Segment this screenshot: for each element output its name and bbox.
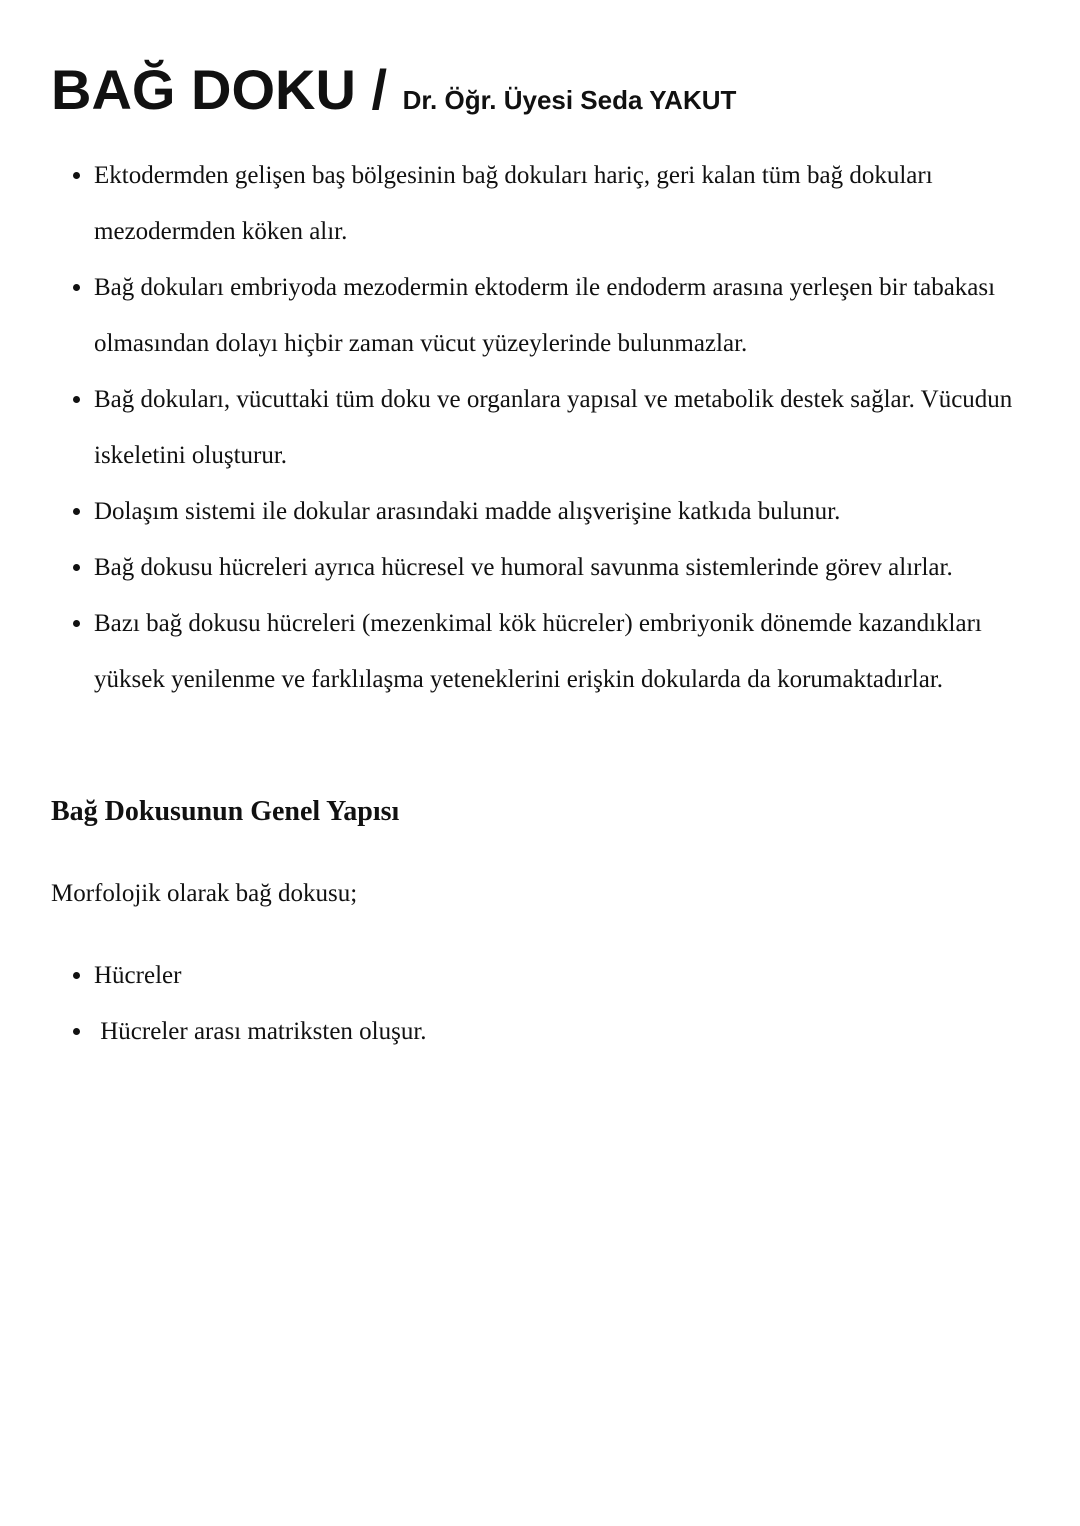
list-item: • Ektodermden gelişen baş bölgesinin bağ dokuları hariç, geri kalan tüm bağ dokuları mezodermden köken alır. — [94, 148, 1014, 260]
list-item: • Bağ dokuları, vücuttaki tüm doku ve organlara yapısal ve metabolik destek sağlar. Vücudun iskeletini oluşturur. — [94, 372, 1014, 484]
list-item: • Bazı bağ dokusu hücreleri (mezenkimal kök hücreler) embriyonik dönemde kazandıkları yüksek yenilenme ve farklılaşma yeteneklerini erişkin dokularda da korumaktadırlar. — [94, 596, 1014, 708]
list-item: • Bağ dokusu hücreleri ayrıca hücresel ve humoral savunma sistemlerinde görev alırlar. — [94, 540, 1014, 596]
page-title — [51, 58, 736, 132]
list-item: • Hücreler arası matriksten oluşur. — [94, 1004, 1014, 1060]
list-item: • Bağ dokuları embriyoda mezodermin ektoderm ile endoderm arasına yerleşen bir tabakası olmasından dolayı hiçbir zaman vücut yüzeylerinde bulunmazlar. — [94, 260, 1014, 372]
components-list — [51, 948, 1014, 1060]
section-heading: Bağ Dokusunun Genel Yapısı — [51, 796, 400, 827]
list-item: • Dolaşım sistemi ile dokular arasındaki madde alışverişine katkıda bulunur. — [94, 484, 1014, 540]
title-text: BAĞ DOKU / — [51, 58, 403, 121]
intro-paragraph: Morfolojik olarak bağ dokusu; — [51, 880, 358, 907]
list-item: • Hücreler — [94, 948, 1014, 1004]
author: Dr. Öğr. Üyesi Seda YAKUT — [402, 85, 737, 115]
intro-bullet-list — [51, 148, 1014, 708]
